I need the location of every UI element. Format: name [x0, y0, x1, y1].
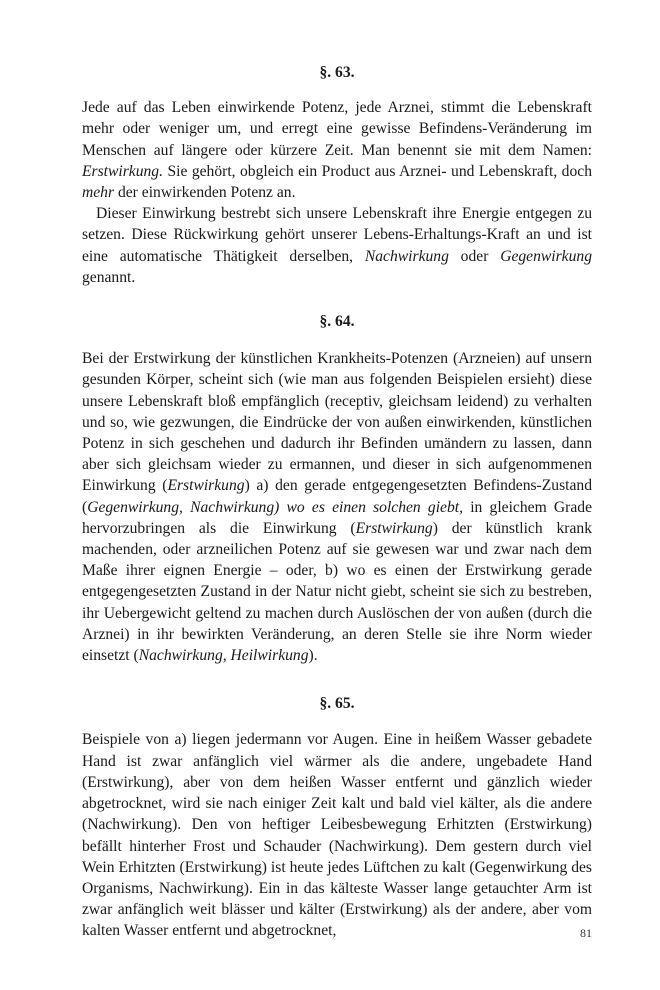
- text-run: oder: [448, 247, 501, 265]
- text-column: [82, 62, 592, 942]
- italic-text-run: Erstwirkung: [167, 477, 245, 495]
- section-heading-64: §. 64.: [319, 313, 355, 331]
- text-run: Beispiele von a) liegen jedermann vor Augen. Eine in heißem Wasser gebadete Hand ist zwar anfänglich viel wärmer als die andere, ungebadete Hand (Erstwirkung), aber von dem heißen Wasser entfernt und gänzlich wieder abgetrocknet, wird sie nach einiger Zeit kalt und bald viel kälter, als die andere (Nachwirkung). Den von heftiger Leibesbewegung Erhitzten (Erstwirkung) befällt hinterher Frost und Schauder (Nachwirkung). Dem gestern durch viel Wein Erhitzten (Erstwirkung) ist heute jedes Lüftchen zu kalt (Gegenwirkung des Organisms, Nachwirkung). Ein in das kälteste Wasser lange getauchter Arm ist zwar anfänglich weit blässer und kälter (Erstwirkung) als der andere, aber vom kalten Wasser entfernt und abgetrocknet,: [82, 731, 592, 940]
- italic-text-run: Gegenwirkung: [500, 247, 592, 265]
- italic-text-run: Gegenwirkung, Nachwirkung) wo es einen solchen giebt,: [87, 498, 464, 516]
- italic-text-run: Nachwirkung, Heilwirkung: [138, 647, 309, 665]
- section-heading-63: §. 63.: [319, 64, 355, 81]
- text-run: Jede auf das Leben einwirkende Potenz, jede Arznei, stimmt die Lebenskraft mehr oder weniger um, und erregt eine gewisse Befindens-Veränderung im Menschen auf längere oder kürzere Zeit. Man benennt sie mit dem Namen:: [82, 99, 592, 159]
- text-run: ) a) den gerade entgegengesetzten Befindens-Zustand (: [82, 477, 592, 516]
- italic-text-run: Erstwirkung: [355, 519, 433, 537]
- paragraph-64-1: [82, 348, 592, 666]
- text-run: der einwirkenden Potenz an.: [114, 184, 296, 202]
- section-heading-65: §. 65.: [319, 695, 355, 713]
- paragraph-65-1: [82, 729, 592, 941]
- text-run: Bei der Erstwirkung der künstlichen Krankheits-Potenzen (Arzneien) auf unsern gesunden Körper, scheint sich (wie man aus folgenden Beispielen ersieht) diese unsere Lebenskraft bloß empfänglich (receptiv, gleichsam leidend) zu verhalten und so, wie gezwungen, die Eindrücke der von außen einwirkenden, künstlichen Potenz in sich geschehen und dadurch ihr Befinden umändern zu lassen, dann aber sich gleichsam wieder zu ermannen, und dieser in sich aufgenommenen Einwirkung (: [82, 350, 592, 495]
- text-run: genannt.: [82, 268, 136, 286]
- page-number: 81: [580, 926, 592, 940]
- italic-text-run: Nachwirkung: [364, 247, 449, 265]
- italic-text-run: Erstwirkung.: [82, 162, 164, 180]
- text-run: in gleichem Grade hervorzubringen als die Einwirkung (: [82, 498, 592, 537]
- paragraph-63-1: [82, 97, 592, 203]
- italic-text-run: mehr: [82, 184, 115, 202]
- text-run: ) der künstlich krank machenden, oder arzneilichen Potenz auf sie gewesen war und zwar nach dem Maße ihrer eignen Energie – oder, b) wo es einen der Erstwirkung gerade entgegengesetzten Zustand in der Natur nicht giebt, scheint sie sich zu bestreben, ihr Uebergewicht geltend zu machen durch Auslöschen der von außen (durch die Arznei) in ihr bewirkten Veränderung, an deren Stelle sie ihre Norm wieder einsetzt (: [82, 519, 592, 665]
- text-run: ).: [308, 647, 318, 665]
- text-run: Sie gehört, obgleich ein Product aus Arznei- und Lebenskraft, doch: [163, 162, 592, 180]
- paragraph-63-2: [82, 203, 592, 288]
- text-run: Dieser Einwirkung bestrebt sich unsere Lebenskraft ihre Energie entgegen zu setzen. Diese Rückwirkung gehört unserer Lebens-Erhaltungs-Kraft an und ist eine automatische Thätigkeit derselben,: [82, 205, 592, 265]
